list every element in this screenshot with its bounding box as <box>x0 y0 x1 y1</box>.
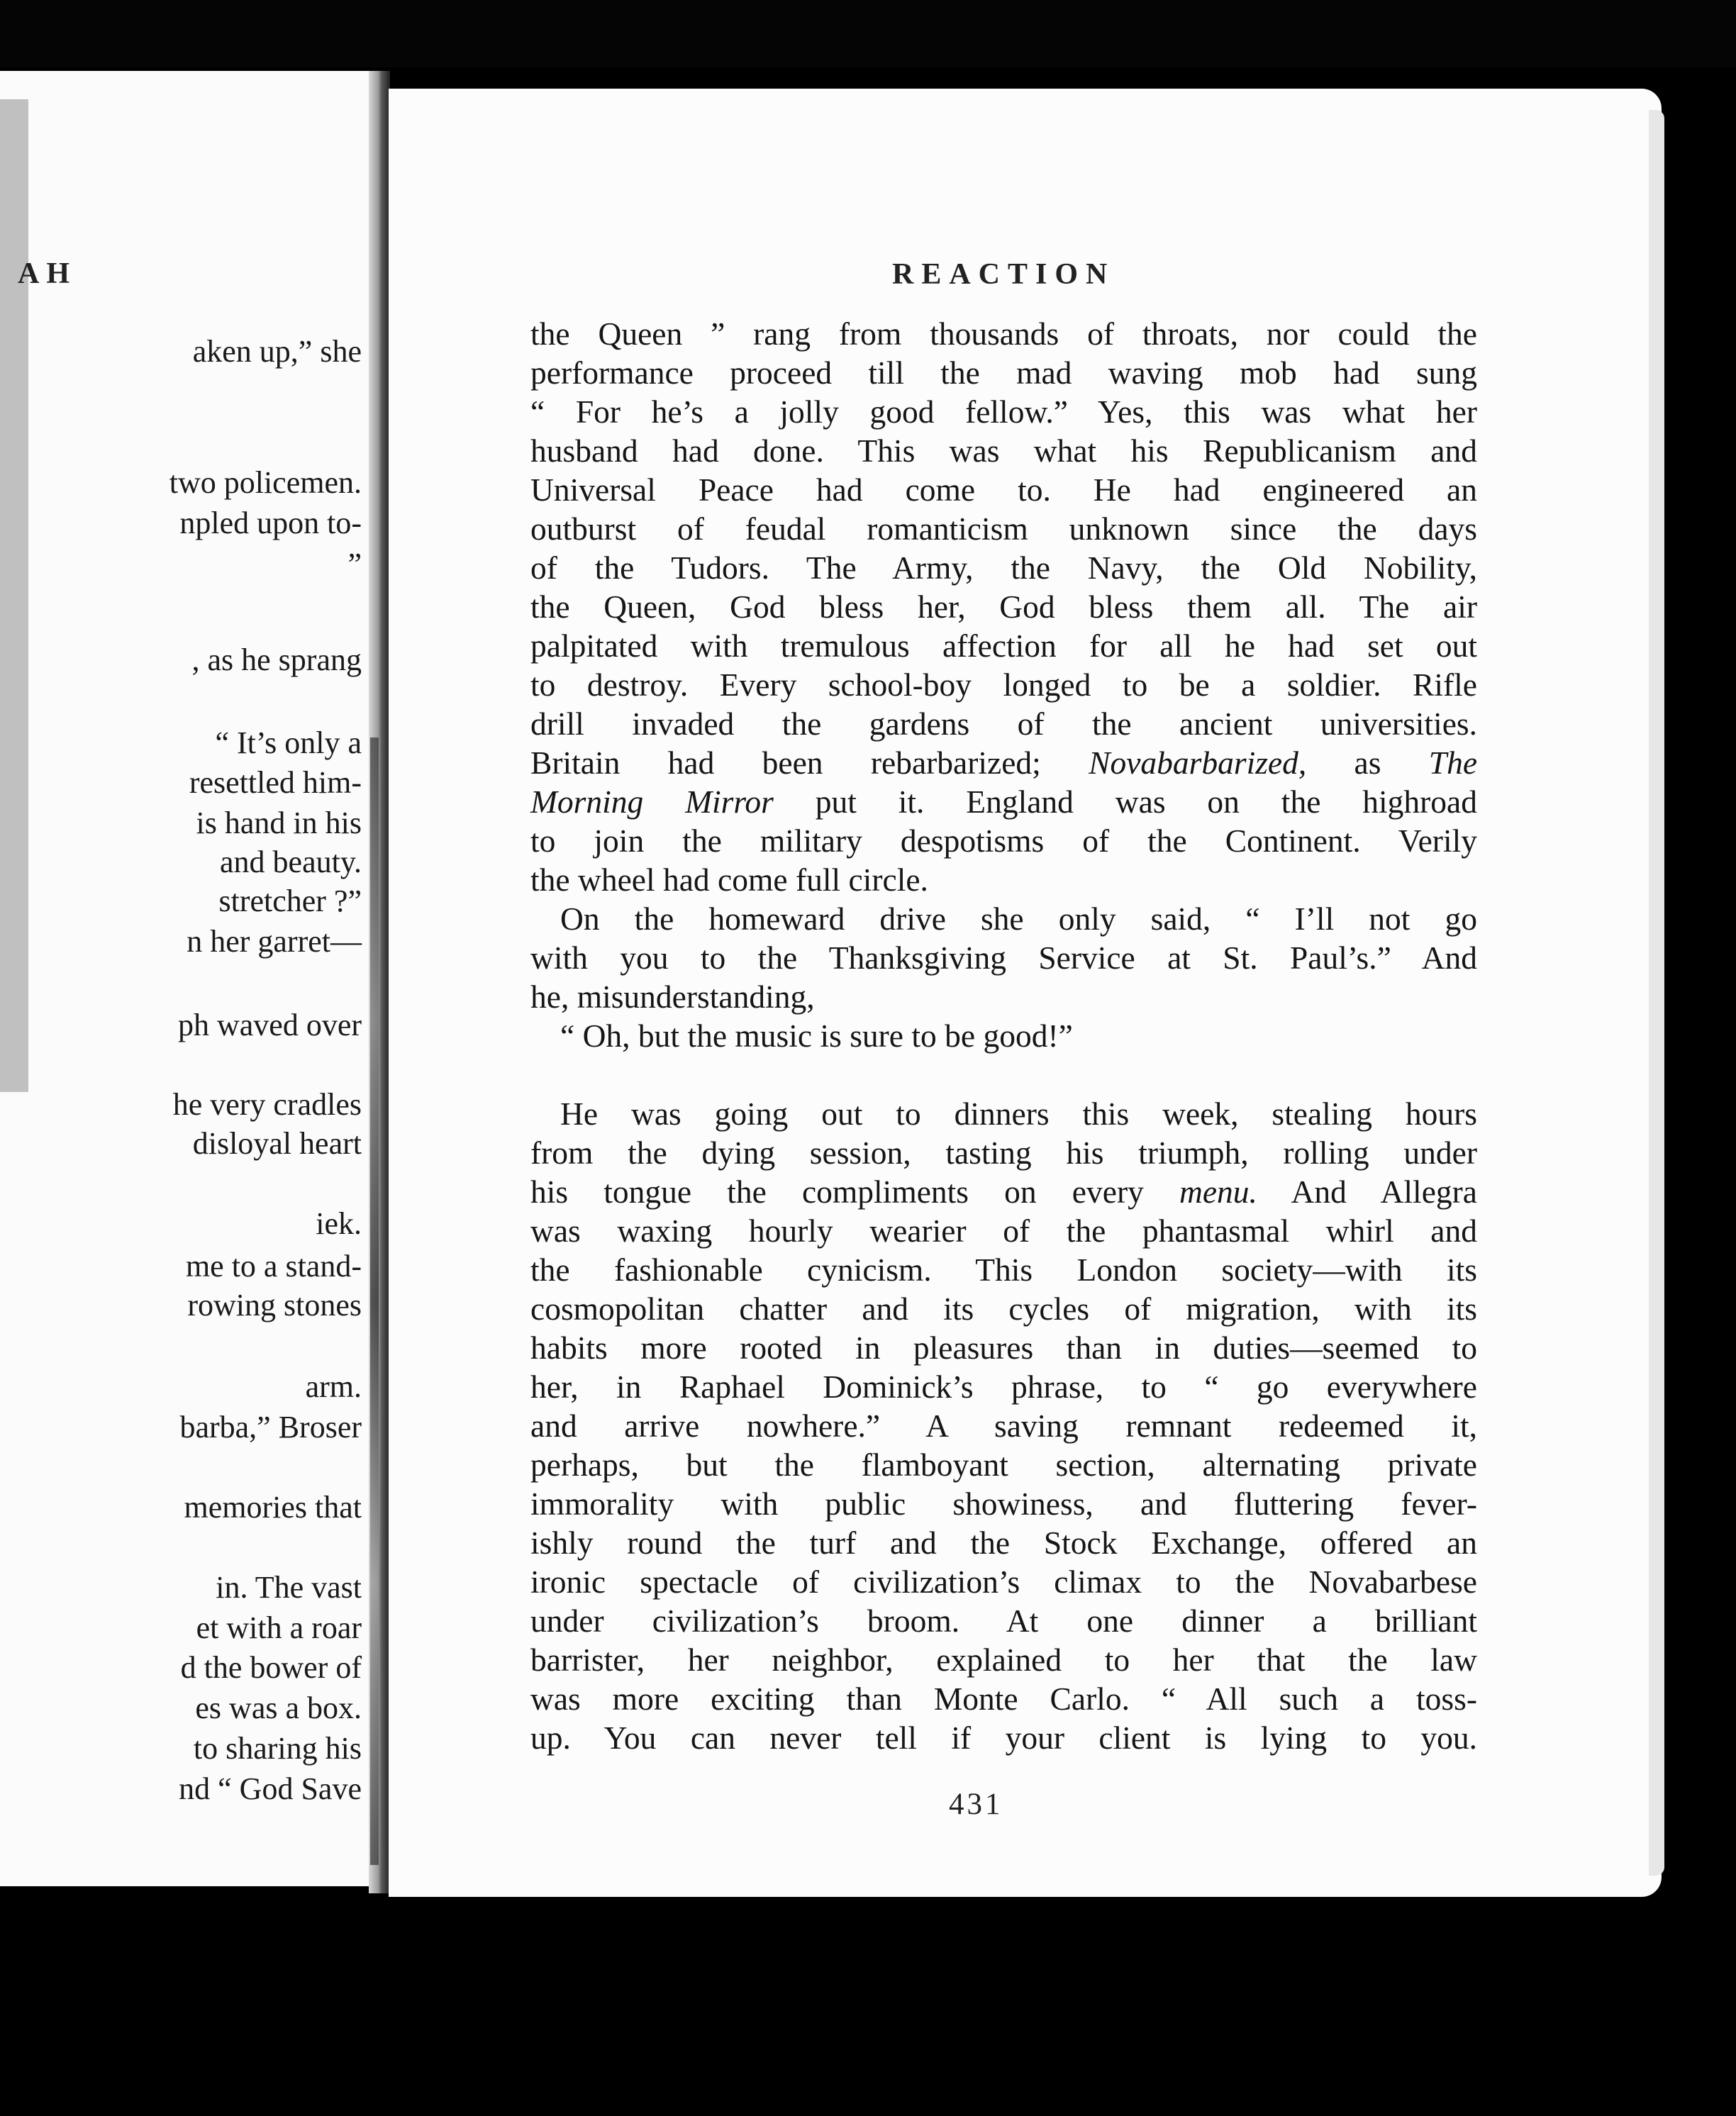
left-page-line: es was a box. <box>195 1691 362 1725</box>
body-text-line: habits more rooted in pleasures than in duties—seemed to <box>530 1330 1477 1366</box>
left-page-line: , as he sprang <box>191 642 362 677</box>
right-running-header: REACTION <box>892 258 1115 291</box>
body-text-line: from the dying session, tasting his triumph, rolling under <box>530 1135 1477 1171</box>
page-number: 431 <box>949 1788 1003 1821</box>
left-page-line: to sharing his <box>193 1731 362 1766</box>
left-page-line: is hand in his <box>196 806 362 840</box>
body-text-line: her, in Raphael Dominick’s phrase, to “ go everywhere <box>530 1369 1477 1405</box>
body-text-line: with you to the Thanksgiving Service at St. Paul’s.” And <box>530 940 1477 976</box>
body-text-line: the Queen, God bless her, God bless them all. The air <box>530 589 1477 625</box>
body-text-line: husband had done. This was what his Republicanism and <box>530 433 1477 469</box>
left-page-line: npled upon to- <box>179 506 362 540</box>
body-text-line: “ Oh, but the music is sure to be good!” <box>560 1018 1073 1054</box>
section-break <box>530 1055 1477 1094</box>
body-text-line: performance proceed till the mad waving mob had sung <box>530 355 1477 391</box>
left-page-line: “ It’s only a <box>215 725 362 760</box>
left-page-line: nd “ God Save <box>179 1771 362 1806</box>
body-text-line: He was going out to dinners this week, stealing hours <box>560 1096 1477 1132</box>
binding-edge <box>370 737 379 1865</box>
body-text-line: palpitated with tremulous affection for all he had set out <box>530 628 1477 664</box>
left-page-line: iek. <box>316 1206 362 1241</box>
body-text-line: the wheel had come full circle. <box>530 862 928 898</box>
left-running-header: AH <box>18 257 77 290</box>
body-text-line: and arrive nowhere.” A saving remnant redeemed it, <box>530 1408 1477 1444</box>
body-text-line: “ For he’s a jolly good fellow.” Yes, this was what her <box>530 394 1477 430</box>
left-page-line: d the bower of <box>180 1650 362 1685</box>
body-text-line: under civilization’s broom. At one dinner a brilliant <box>530 1603 1477 1639</box>
body-text-line: Morning Mirror put it. England was on the highroad <box>530 784 1477 820</box>
left-page-line: rowing stones <box>187 1288 362 1322</box>
body-text-line: perhaps, but the flamboyant section, alternating private <box>530 1447 1477 1483</box>
body-text-line: to destroy. Every school-boy longed to be a soldier. Rifle <box>530 667 1477 703</box>
left-page-line: arm. <box>305 1369 362 1404</box>
left-page-line: memories that <box>184 1490 362 1525</box>
left-page <box>0 71 376 1886</box>
left-page-line: in. The vast <box>216 1570 362 1605</box>
body-text-line: the Queen ” rang from thousands of throats, nor could the <box>530 316 1477 352</box>
right-page <box>389 89 1662 1897</box>
left-page-line: aken up,” she <box>192 334 362 369</box>
body-text-line: he, misunderstanding, <box>530 979 815 1015</box>
left-page-line: me to a stand- <box>185 1249 362 1283</box>
page-edge <box>1649 110 1664 1876</box>
body-text-line: Britain had been rebarbarized; Novabarbarized, as The <box>530 745 1478 781</box>
left-page-line: ph waved over <box>177 1008 362 1042</box>
left-page-line: disloyal heart <box>192 1126 362 1161</box>
body-text-line: his tongue the compliments on every menu. And Allegra <box>530 1174 1477 1210</box>
left-page-line: stretcher ?” <box>218 884 362 918</box>
left-page-line: and beauty. <box>220 845 362 879</box>
left-page-line: ” <box>347 547 362 581</box>
body-text-line: On the homeward drive she only said, “ I’ll not go <box>560 901 1477 937</box>
body-text-line: was waxing hourly wearier of the phantasmal whirl and <box>530 1213 1477 1249</box>
scan-background-bottom <box>0 1897 1736 2116</box>
body-text-line: immorality with public showiness, and fluttering fever- <box>530 1486 1477 1522</box>
body-text-line: outburst of feudal romanticism unknown since the days <box>530 511 1477 547</box>
body-text-line: ishly round the turf and the Stock Exchange, offered an <box>530 1525 1477 1561</box>
left-page-line: two policemen. <box>169 465 362 500</box>
body-text-line: up. You can never tell if your client is lying to you. <box>530 1720 1477 1756</box>
left-page-line: et with a roar <box>196 1610 362 1645</box>
body-text-line: to join the military despotisms of the Continent. Verily <box>530 823 1477 859</box>
body-text-line: cosmopolitan chatter and its cycles of migration, with its <box>530 1291 1477 1327</box>
body-text-line: drill invaded the gardens of the ancient universities. <box>530 706 1477 742</box>
body-text-line: ironic spectacle of civilization’s climax to the Novabarbese <box>530 1564 1477 1600</box>
body-text-line: the fashionable cynicism. This London society—with its <box>530 1252 1477 1288</box>
left-page-shadow <box>0 99 28 1092</box>
left-page-line: resettled him- <box>189 765 362 800</box>
right-page-body <box>530 314 1477 1757</box>
scan-background-top <box>0 0 1736 67</box>
left-page-line: n her garret— <box>187 924 362 959</box>
body-text-line: Universal Peace had come to. He had engineered an <box>530 472 1477 508</box>
body-text-line: barrister, her neighbor, explained to her that the law <box>530 1642 1477 1678</box>
body-text-line: of the Tudors. The Army, the Navy, the Old Nobility, <box>530 550 1477 586</box>
left-page-line: he very cradles <box>172 1087 362 1122</box>
left-page-line: barba,” Broser <box>179 1410 362 1444</box>
body-text-line: was more exciting than Monte Carlo. “ All such a toss- <box>530 1681 1477 1717</box>
